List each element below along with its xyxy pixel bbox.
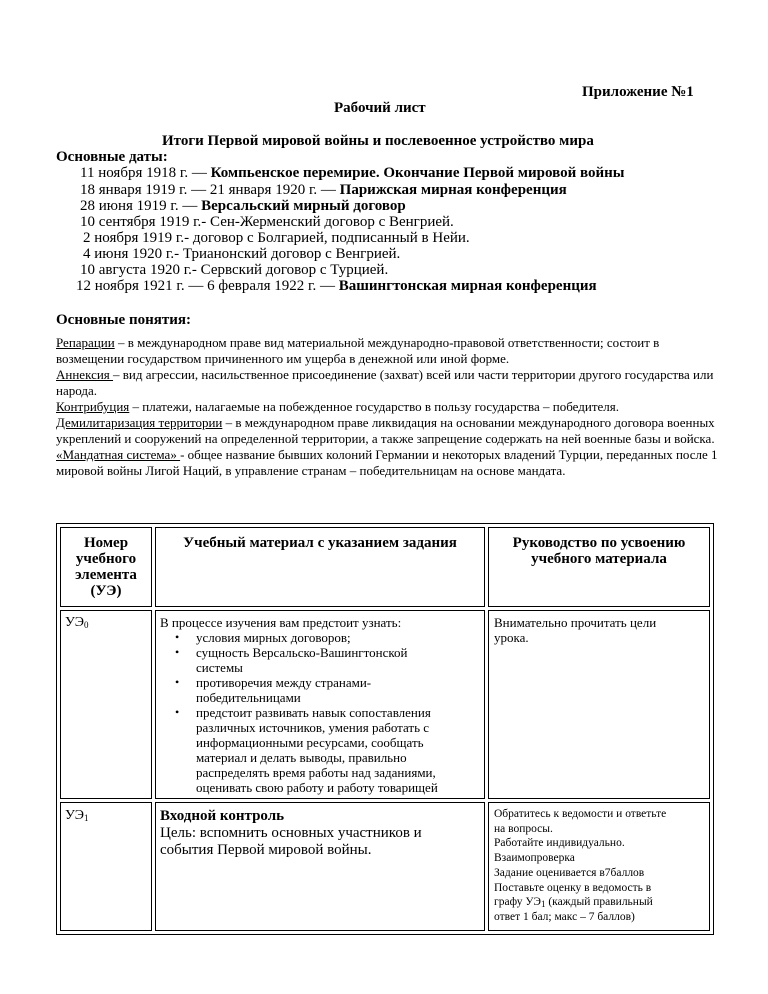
guide-text: графу УЭ [494, 896, 541, 909]
ue-text: УЭ [65, 808, 84, 823]
guide-line: Обратитесь к ведомости и ответьте [494, 808, 667, 820]
concept-item [56, 415, 726, 447]
material-title: Входной контроль [160, 808, 285, 824]
concept-term: Аннексия [56, 367, 114, 382]
header-cell-number [60, 527, 152, 607]
header-line: (УЭ) [90, 583, 122, 599]
concept-definition: - общее название бывших колоний Германии и некоторых владений Турции, переданных после 1 мировой войны Лигой Наций, в управление странам – победительницам на основе мандата. [56, 447, 718, 478]
date-text: 11 ноября 1918 г. — [80, 165, 211, 181]
header-number-text [61, 535, 151, 599]
date-text: 10 сентября 1919 г.- Сен-Жерменский договор с Венгрией. [80, 214, 454, 230]
material-cell [155, 610, 485, 799]
ue-cell [60, 610, 152, 799]
date-text: 18 января 1919 г. — 21 января 1920 г. — [80, 182, 340, 198]
ue-subscript: 1 [540, 899, 546, 910]
concept-item [56, 367, 726, 399]
date-item [80, 214, 454, 230]
goal-line: победительницами [196, 690, 301, 705]
material-line: события Первой мировой войны. [160, 842, 372, 858]
ue-subscript: 1 [83, 813, 89, 823]
header-line: Руководство по усвоению [512, 535, 686, 551]
goal-item [152, 630, 482, 645]
date-text: 28 июня 1919 г. — [80, 198, 202, 214]
date-event: Парижская мирная конференция [339, 182, 567, 198]
goals-list [152, 630, 482, 795]
date-item [80, 182, 567, 198]
learning-elements-table [56, 523, 714, 935]
material-content [160, 807, 422, 859]
ue-subscript: 0 [83, 620, 89, 630]
guide-content [494, 615, 656, 645]
goal-line: различных источников, умения работать с [196, 720, 430, 735]
header-line: Номер [83, 535, 129, 551]
date-event: Версальский мирный договор [201, 198, 406, 214]
guide-line: Поставьте оценку в ведомость в [494, 881, 652, 894]
guide-line: Работайте индивидуально. [494, 837, 625, 850]
main-title: Итоги Первой мировой войны и послевоенное устройство мира [162, 133, 594, 149]
date-event: Вашингтонская мирная конференция [338, 278, 597, 294]
goal-line: материал и делать выводы, правильно [196, 750, 407, 765]
goal-line: распределять время работы над заданиями, [196, 765, 436, 780]
header-cell-material [155, 527, 485, 607]
date-item [83, 246, 400, 262]
date-text: 12 ноября 1921 г. — 6 февраля 1922 г. — [76, 278, 339, 294]
date-text: 4 июня 1920 г.- Трианонский договор с Венгрией. [83, 246, 401, 262]
material-content [160, 615, 482, 795]
goal-item [152, 645, 482, 675]
date-event: Компьенское перемирие. Окончание Первой мировой войны [210, 165, 625, 181]
material-line: Цель: вспомнить основных участников и [160, 825, 422, 841]
guide-line: Взаимопроверка [494, 852, 575, 865]
goal-item [152, 675, 482, 705]
header-guide-text [489, 535, 709, 567]
guide-cell [488, 610, 710, 799]
ue-label [65, 615, 88, 631]
concept-item [56, 447, 726, 479]
concept-item [56, 399, 726, 415]
date-item [76, 278, 597, 294]
date-text: 10 августа 1920 г.- Сервский договор с Турцией. [80, 262, 389, 278]
guide-cell [488, 802, 710, 931]
goal-line: • сущность Версальско-Вашингтонской [196, 645, 408, 660]
date-item [80, 262, 388, 278]
date-item [83, 230, 470, 246]
concept-item [56, 335, 726, 367]
goal-line: • противоречия между странами- [196, 675, 372, 690]
date-item [80, 198, 406, 214]
concept-term: Контрибуция [56, 399, 130, 414]
concept-term: Демилитаризация территории [56, 415, 223, 430]
dates-heading: Основные даты: [56, 149, 168, 165]
ue-label [65, 808, 88, 824]
material-cell [155, 802, 485, 931]
ue-cell [60, 802, 152, 931]
guide-line [494, 895, 666, 910]
guide-line: Внимательно прочитать цели [494, 615, 657, 630]
concept-definition: – вид агрессии, насильственное присоединение (захват) всей или части территории другого государства или народа. [56, 367, 714, 398]
goal-item [152, 705, 482, 795]
concepts-list [56, 335, 726, 479]
concept-definition: – в международном праве вид материальной международно-правовой ответственности; состоит в возмещении государством причиненного им ущерба в денежной или иной форме. [56, 335, 660, 366]
header-line: учебного [75, 551, 137, 567]
guide-content [494, 807, 666, 925]
header-line: элемента [75, 567, 137, 583]
date-item [80, 165, 625, 181]
goal-line: • условия мирных договоров; [196, 630, 351, 645]
goal-line: • предстоит развивать навык сопоставления [196, 705, 431, 720]
header-material-text: Учебный материал с указанием задания [183, 535, 457, 551]
material-intro: В процессе изучения вам предстоит узнать: [160, 615, 402, 630]
goal-line: системы [196, 660, 243, 675]
concepts-heading: Основные понятия: [56, 312, 191, 328]
guide-line: на вопросы. [494, 822, 553, 835]
guide-line: ответ 1 бал; макс – 7 баллов) [494, 910, 635, 923]
date-text: 2 ноября 1919 г.- договор с Болгарией, подписанный в Нейи. [83, 230, 470, 246]
guide-line: урока. [494, 630, 529, 645]
goal-line: оценивать свою работу и работу товарищей [196, 780, 438, 795]
concept-definition: – платежи, налагаемые на побежденное государство в пользу государства – победителя. [129, 399, 619, 414]
guide-text: (каждый правильный [545, 896, 653, 909]
concept-term: Репарации [56, 335, 115, 350]
guide-line: Задание оценивается в7баллов [494, 866, 645, 879]
worksheet-title: Рабочий лист [334, 100, 426, 116]
appendix-label: Приложение №1 [582, 84, 694, 100]
header-line: учебного материала [531, 551, 667, 567]
concept-term: «Мандатная система» [56, 447, 181, 462]
ue-text: УЭ [65, 615, 84, 630]
goal-line: информационными ресурсами, сообщать [196, 735, 424, 750]
concept-definition: – в международном праве ликвидация на основании международного договора военных укреплений и сооружений на определенной территории, а также запрещение содержать на ней военные базы и войска. [56, 415, 715, 446]
header-cell-guide [488, 527, 710, 607]
